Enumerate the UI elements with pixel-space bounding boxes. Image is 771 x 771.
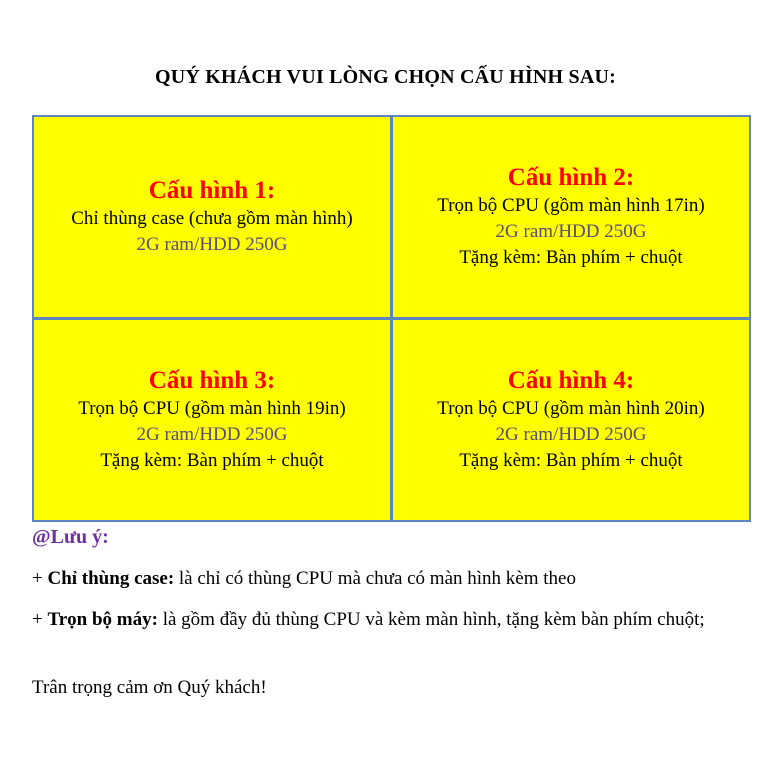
config-description: Trọn bộ CPU (gồm màn hình 19in) xyxy=(78,398,346,419)
page-title: QUÝ KHÁCH VUI LÒNG CHỌN CẤU HÌNH SAU: xyxy=(155,66,616,88)
config-cell-3 xyxy=(34,320,390,520)
config-spec: 2G ram/HDD 250G xyxy=(495,424,647,445)
config-table xyxy=(32,115,751,522)
note-term: Chỉ thùng case: xyxy=(47,568,175,589)
config-cell-2 xyxy=(393,117,749,317)
config-spec: 2G ram/HDD 250G xyxy=(136,424,288,445)
config-spec: 2G ram/HDD 250G xyxy=(136,234,288,255)
config-cell-4 xyxy=(393,320,749,520)
note-text: là gồm đầy đủ thùng CPU và kèm màn hình, tặng kèm bàn phím chuột; xyxy=(157,609,705,630)
note-heading: @Lưu ý: xyxy=(32,526,109,548)
config-gift: Tặng kèm: Bàn phím + chuột xyxy=(459,450,683,471)
config-spec: 2G ram/HDD 250G xyxy=(495,221,647,242)
config-title: Cấu hình 3: xyxy=(148,367,276,394)
config-description: Trọn bộ CPU (gồm màn hình 17in) xyxy=(437,195,705,216)
config-description: Trọn bộ CPU (gồm màn hình 20in) xyxy=(437,398,705,419)
config-gift: Tặng kèm: Bàn phím + chuột xyxy=(100,450,324,471)
config-title: Cấu hình 1: xyxy=(148,177,276,204)
config-gift: Tặng kèm: Bàn phím + chuột xyxy=(459,247,683,268)
note-prefix: + xyxy=(32,609,48,630)
note-item-case xyxy=(32,566,732,592)
note-item-full xyxy=(32,607,732,633)
note-prefix: + xyxy=(32,568,48,589)
closing-text: Trân trọng cảm ơn Quý khách! xyxy=(32,677,267,698)
config-title: Cấu hình 4: xyxy=(507,367,635,394)
config-cell-1 xyxy=(34,117,390,317)
config-description: Chỉ thùng case (chưa gồm màn hình) xyxy=(71,208,353,229)
note-term: Trọn bộ máy: xyxy=(47,609,158,630)
note-text: là chỉ có thùng CPU mà chưa có màn hình kèm theo xyxy=(174,568,576,589)
config-title: Cấu hình 2: xyxy=(507,164,635,191)
